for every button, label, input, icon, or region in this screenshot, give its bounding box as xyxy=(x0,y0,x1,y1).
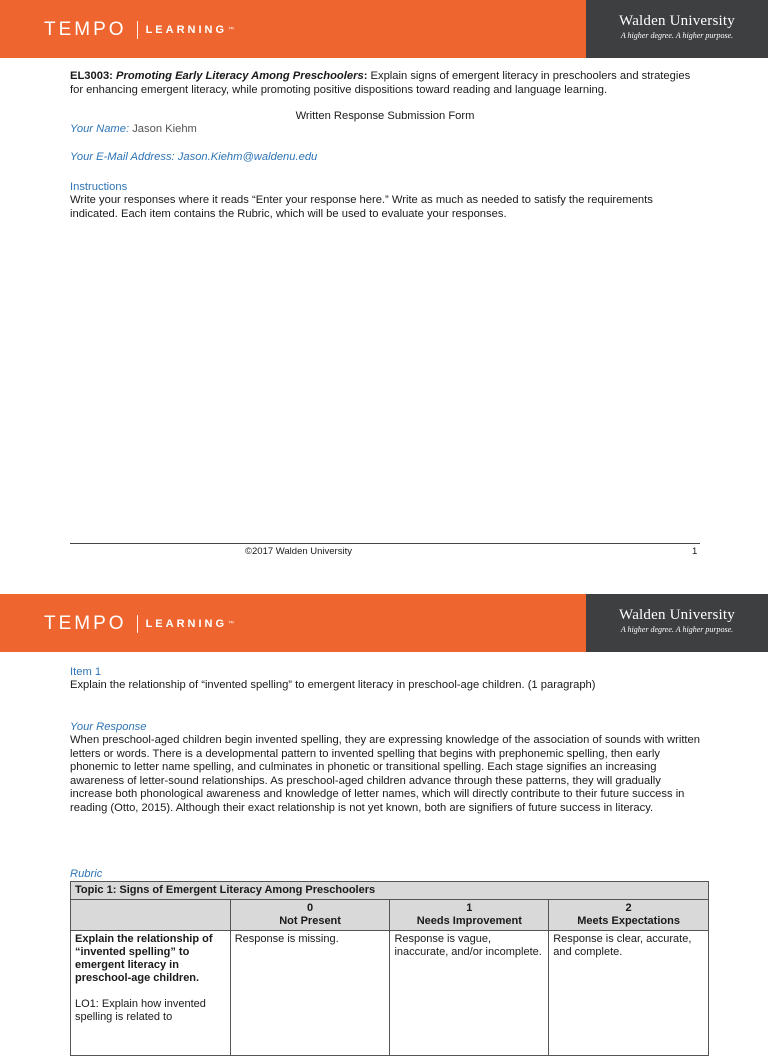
walden-university-logo: Walden University A higher degree. A higher purpose. xyxy=(586,0,768,58)
footer-copyright: ©2017 Walden University xyxy=(245,546,352,557)
rubric-criterion-cell xyxy=(71,931,231,1056)
response-label: Your Response xyxy=(70,721,147,733)
email-value: Jason.Kiehm@waldenu.edu xyxy=(177,151,318,163)
email-line xyxy=(70,151,317,165)
name-value: Jason Kiehm xyxy=(132,123,197,135)
page1-header-banner xyxy=(0,0,768,58)
rubric-topic-header: Topic 1: Signs of Emergent Literacy Among Preschoolers xyxy=(71,882,709,900)
rubric-cell: Response is missing. xyxy=(230,931,390,1056)
walden-university-logo: Walden University A higher degree. A higher purpose. xyxy=(586,594,768,652)
form-title: Written Response Submission Form xyxy=(295,110,475,122)
rubric-table xyxy=(70,881,709,1056)
tempo-learning-logo: TEMPO LEARNING ™ xyxy=(44,613,235,634)
rubric-label: Rubric xyxy=(70,868,103,880)
rubric-col-header: 0 Not Present xyxy=(230,900,390,931)
page-number: 1 xyxy=(692,546,698,557)
name-line xyxy=(70,123,197,137)
footer-divider xyxy=(70,543,700,544)
rubric-empty-header xyxy=(71,900,231,931)
item-prompt: Explain the relationship of “invented spelling” to emergent literacy in preschool-age children. (1 paragraph) xyxy=(70,679,596,691)
response-text: When preschool-aged children begin invented spelling, they are expressing knowledge of the association of sounds with written letters or words. There is a developmental pattern to invented spelling that begins with prephonemic spelling, then early phonemic to letter name spelling, and culminates in phonetic or transitional spelling. Each stage signifies an increasing awareness of letter-sound relationships. As preschool-aged children advance through these patterns, they will gradually increase both phonological awareness and knowledge of letter names, which will directly contribute to their future success in reading (Otto, 2015). Although their exact relationship is not yet known, both are signifiers of future success in literacy. xyxy=(70,734,700,814)
rubric-criterion: Explain the relationship of “invented spelling” to emergent literacy in preschool-age children. xyxy=(75,933,213,984)
rubric-col-header: 1 Needs Improvement xyxy=(390,900,549,931)
item-label: Item 1 xyxy=(70,666,102,678)
email-label: Your E-Mail Address: xyxy=(70,151,175,163)
rubric-learning-objective: LO1: Explain how invented spelling is related to xyxy=(75,998,206,1023)
instructions-heading: Instructions xyxy=(70,181,128,193)
instructions-text: Write your responses where it reads “Enter your response here.” Write as much as needed to satisfy the requirements indicated. Each item contains the Rubric, which will be used to evaluate your responses. xyxy=(70,194,653,220)
rubric-cell: Response is vague, inaccurate, and/or incomplete. xyxy=(390,931,549,1056)
name-label: Your Name: xyxy=(70,123,130,135)
rubric-cell: Response is clear, accurate, and complete. xyxy=(549,931,709,1056)
tempo-learning-logo: TEMPO LEARNING ™ xyxy=(44,19,235,40)
page2-header-banner xyxy=(0,594,768,652)
rubric-col-header: 2 Meets Expectations xyxy=(549,900,709,931)
course-title-block: EL3003: Promoting Early Literacy Among Preschoolers: Explain signs of emergent literacy in preschoolers and strategies for enhancing emergent literacy, while promoting positive dispositions toward reading and language learning. xyxy=(70,70,691,96)
